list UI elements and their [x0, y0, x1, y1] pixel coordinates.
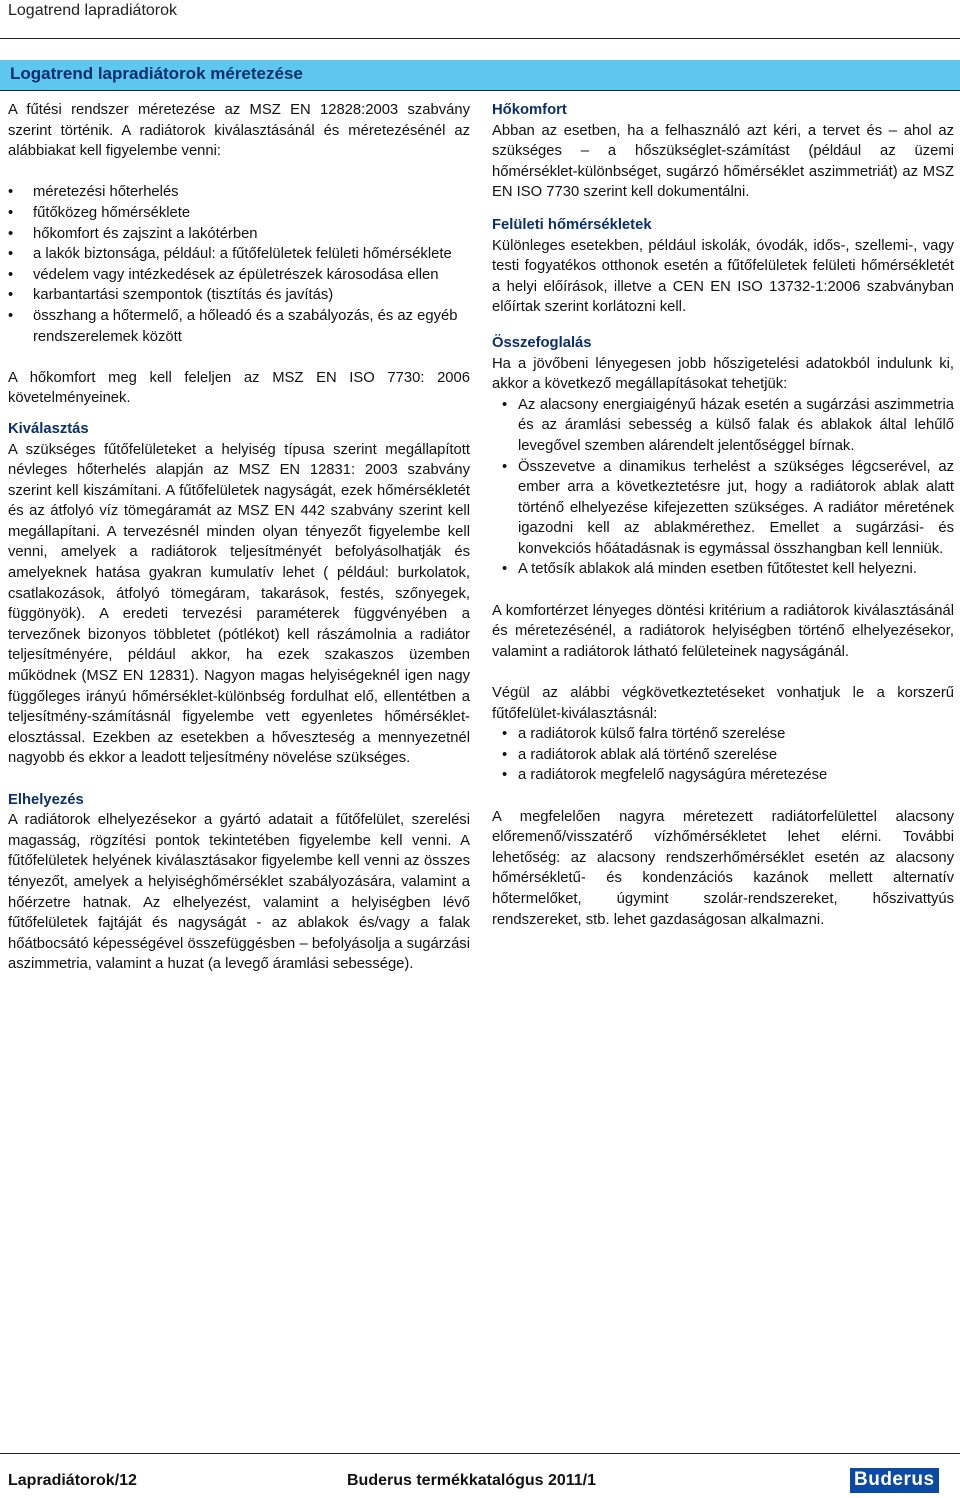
list-item: • karbantartási szempontok (tisztítás és javítás) — [8, 285, 470, 306]
comfort-note: A hőkomfort meg kell feleljen az MSZ EN ISO 7730: 2006 követelményeinek. — [8, 369, 470, 407]
spacer — [492, 203, 954, 215]
placement-heading: Elhelyezés — [8, 791, 84, 808]
spacer — [492, 580, 954, 601]
right-column — [492, 100, 954, 930]
spacer — [492, 662, 954, 683]
considerations-list — [8, 182, 470, 347]
conclusion-intro: Végül az alábbi végkövetkeztetéseket vonhatjuk le a korszerű fűtőfelület-kiválasztásnál: — [492, 685, 954, 722]
footer-catalog: Buderus termékkatalógus 2011/1 — [347, 1472, 597, 1489]
spacer — [8, 769, 470, 790]
list-item: • a radiátorok külső falra történő szerelése — [492, 724, 954, 745]
placement-paragraph: A radiátorok elhelyezésekor a gyártó adatait a fűtőfelület, szerelési magasság, rögzítési pontok tekintetében figyelembe kell venni. A fűtőfelületek helyének kiválasztásakor figyelembe kell venni az összes tényezőt, amelyek a helyiséghőmérséklet szabályozására, valamint a hőérzetre hatnak. Az elhelyezést, valamint a helyiségben lévő fűtőfelületek fajtáját és nagyságát - az ablakok és/vagy a falak hőátbocsátó képességével összefüggésben – befolyásolja a sugárzási aszimmetria, valamint a huzat (a levegő áramlási sebessége). — [8, 812, 470, 973]
spacer — [8, 347, 470, 368]
list-item: • Az alacsony energiaigényű házak esetén a sugárzási aszimmetria és az áramlási sebesség a külső falak és ablakok által lehűlő levegővel szemben alárendelt jelentőséggel bírnak. — [492, 395, 954, 457]
footer-page-label: Lapradiátorok/12 — [8, 1472, 137, 1489]
left-column — [8, 100, 470, 975]
list-item: • összhang a hőtermelő, a hőleadó és a szabályozás, és az egyéb rendszerelemek között — [8, 306, 470, 347]
final-paragraph: A megfelelően nagyra méretezett radiátorfelülettel alacsony előremenő/visszatérő vízhőmérsékletet lehet elérni. További lehetőség: az alacsony rendszerhőmérséklet esetén az alacsony hőmérsékletű- és kondenzációs kazánok mellett alternatív hőtermelőket, úgymint szolár-rendszereket, hőszivattyús rendszereket, stb. lehet gazdaságosan alkalmazni. — [492, 808, 954, 928]
spacer — [492, 318, 954, 333]
list-item: • a radiátorok ablak alá történő szerelése — [492, 745, 954, 766]
list-item: • védelem vagy intézkedések az épületrészek károsodása ellen — [8, 265, 470, 286]
criterion-paragraph: A komfortérzet lényeges döntési kritérium a radiátorok kiválasztásánál és méretezésénél, a radiátorok helyiségben történő elhelyezésekor, valamint a radiátorok látható felületeinek nagyságánál. — [492, 602, 954, 660]
list-item: • méretezési hőterhelés — [8, 182, 470, 203]
list-item: • a lakók biztonsága, például: a fűtőfelületek felületi hőmérséklete — [8, 244, 470, 265]
conclusion-list — [492, 724, 954, 786]
list-item: • a radiátorok megfelelő nagyságúra méretezése — [492, 765, 954, 786]
section-banner-title: Logatrend lapradiátorok méretezése — [10, 64, 303, 83]
page-header-title: Logatrend lapradiátorok — [8, 2, 178, 19]
header-divider — [0, 38, 960, 39]
banner-divider — [0, 90, 960, 91]
list-item: • A tetősík ablakok alá minden esetben fűtőtestet kell helyezni. — [492, 559, 954, 580]
summary-list — [492, 395, 954, 580]
buderus-logo: Buderus — [850, 1468, 939, 1493]
list-item: • hőkomfort és zajszint a lakótérben — [8, 224, 470, 245]
intro-paragraph: A fűtési rendszer méretezése az MSZ EN 12828:2003 szabvány szerint történik. A radiátorok kiválasztásánál és méretezésénél az alábbiakat kell figyelembe venni: — [8, 102, 470, 160]
summary-intro: Ha a jövőbeni lényegesen jobb hőszigetelési adatokból indulunk ki, akkor a következő megállapításokat tehetjük: — [492, 355, 954, 393]
spacer — [492, 786, 954, 807]
comfort-heading: Hőkomfort — [492, 102, 567, 118]
summary-heading: Összefoglalás — [492, 334, 592, 351]
spacer — [8, 162, 470, 183]
list-item: • fűtőközeg hőmérséklete — [8, 203, 470, 224]
surface-temp-heading: Felületi hőmérsékletek — [492, 216, 652, 233]
selection-paragraph: A szükséges fűtőfelületeket a helyiség típusa szerint megállapított névleges hőterhelés alapján az MSZ EN 12831: 2003 szabvány szerint kell kiszámítani. A fűtőfelületek nagyságát, ezek hőmérsékletét és az átfolyó víz tömegáramát az MSZ EN 442 szabvány szerint kell megállapítani. A tervezésnél minden olyan tényezőt figyelembe kell venni, amelyek a radiátorok teljesítményét befolyásolhatják és amelyeknek hatása gyakran kumulatív lehet ( például: burkolatok, csatlakozások, átfolyó tömegáram, takarások, festés, szőnyegek, függönyök). A eredeti tervezési paraméterek függvényében a tervezőnek bizonyos többletet (pótlékot) kell rászámolnia a radiátor teljesítményére, például akkor, ha ezek szakaszos üzemben működnek (MSZ EN 12831). Nagyon magas helyiségeknél igen nagy függőleges irányú hőmérséklet-különbség fordulhat elő, ellentétben a teljesítmény-számításnál figyelembe vett egyenletes hőmérséklet-elosztással. Ezekben az esetekben a hőveszteség a mennyezetnél nagyobb és ekkor a leadott teljesítmény növelése szükséges. — [8, 441, 470, 767]
footer-divider — [0, 1453, 960, 1454]
list-item: • Összevetve a dinamikus terhelést a szükséges légcserével, az ember arra a következtetésre jut, hogy a radiátorok ablak alatt történő elhelyezése kifejezetten szükséges. A radiátor méretének igazodni kell az ablakmérethez. Emellet a sugárzási- és konvekciós hőátadásnak is egymással összhangban kell lenniük. — [492, 457, 954, 560]
comfort-paragraph: Abban az esetben, ha a felhasználó azt kéri, a tervet és – ahol az szükséges – a hőszükséglet-számítást (például az üzemi hőmérséklet-különbséget, sugárzó hőmérséklet aszimmetriát) az MSZ EN ISO 7730 szerint kell dokumentálni. — [492, 122, 954, 201]
spacer — [8, 409, 470, 419]
section-banner — [0, 60, 960, 90]
surface-temp-paragraph: Különleges esetekben, például iskolák, óvodák, idős-, szellemi-, vagy testi fogyatékos otthonok esetén a fűtőfelületek felületi hőmérsékletét a helyi előírások, illetve a CEN EN ISO 13732-1:2006 szabványban előírtak szerint korlátozni kell. — [492, 237, 954, 316]
selection-heading: Kiválasztás — [8, 420, 89, 437]
